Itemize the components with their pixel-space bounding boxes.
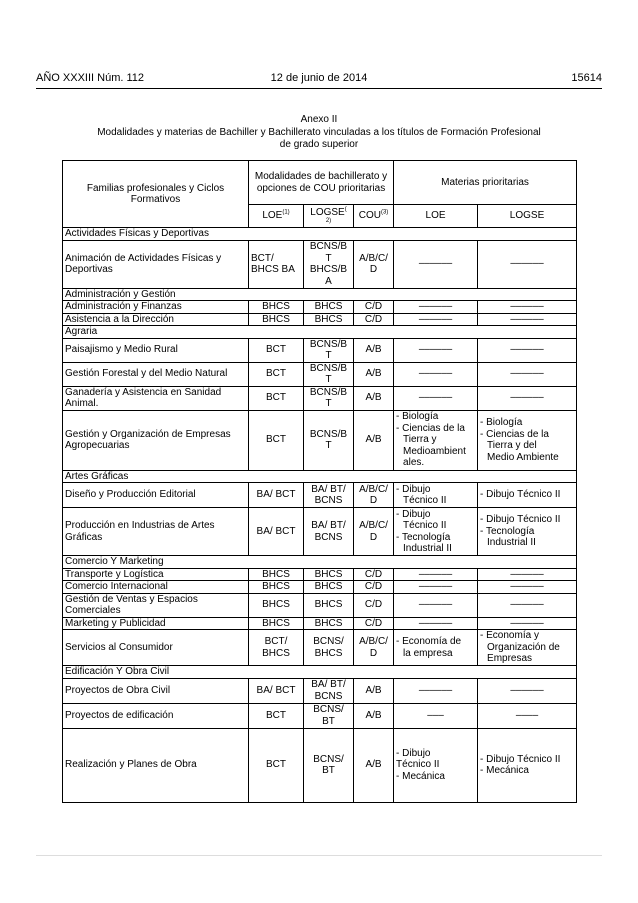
materias-logse: - Dibujo Técnico II - Mecánica bbox=[478, 728, 577, 802]
logse-value: BHCS bbox=[304, 593, 354, 617]
materias-logse: –––––– bbox=[478, 678, 577, 703]
materias-logse: –––––– bbox=[478, 386, 577, 410]
annex-subtitle-line1: Modalidades y materias de Bachiller y Bachillerato vinculadas a los títulos de Formación Profesional bbox=[97, 126, 541, 138]
loe-value: BA/ BCT bbox=[249, 483, 304, 508]
header-families: Familias profesionales y Ciclos Formativos bbox=[63, 161, 249, 228]
loe-value: BCT bbox=[249, 703, 304, 728]
materias-loe: –––––– bbox=[394, 338, 478, 362]
loe-value: BCT/ BHCS BA bbox=[249, 240, 304, 288]
loe-value: BA/ BCT bbox=[249, 678, 304, 703]
cycle-name: Gestión de Ventas y Espacios Comerciales bbox=[63, 593, 249, 617]
cou-value: A/B bbox=[354, 362, 394, 386]
materias-loe: –––––– bbox=[394, 362, 478, 386]
cycle-name: Diseño y Producción Editorial bbox=[63, 483, 249, 508]
materias-logse: –––––– bbox=[478, 313, 577, 326]
materias-loe: –––––– bbox=[394, 678, 478, 703]
materias-logse: –––––– bbox=[478, 581, 577, 594]
materias-loe: - Dibujo Técnico II - Mecánica bbox=[394, 728, 478, 802]
loe-value: BHCS bbox=[249, 301, 304, 314]
cou-value: C/D bbox=[354, 617, 394, 630]
document-title bbox=[60, 114, 578, 152]
section-row bbox=[63, 666, 577, 679]
materias-logse: –––––– bbox=[478, 617, 577, 630]
page-number: 15614 bbox=[571, 72, 602, 84]
cou-value: A/B bbox=[354, 703, 394, 728]
table-row bbox=[63, 313, 577, 326]
loe-value: BCT bbox=[249, 338, 304, 362]
cycle-name: Comercio Internacional bbox=[63, 581, 249, 594]
table-row bbox=[63, 410, 577, 470]
table-row bbox=[63, 483, 577, 508]
cou-value: A/B/C/ D bbox=[354, 630, 394, 666]
cycle-name: Proyectos de edificación bbox=[63, 703, 249, 728]
header-modalidades: Modalidades de bachillerato y opciones de COU prioritarias bbox=[249, 161, 394, 205]
cycle-name: Gestión y Organización de Empresas Agropecuarias bbox=[63, 410, 249, 470]
cou-value: A/B bbox=[354, 678, 394, 703]
loe-value: BCT bbox=[249, 410, 304, 470]
table-row bbox=[63, 703, 577, 728]
table-row bbox=[63, 593, 577, 617]
loe-value: BCT bbox=[249, 728, 304, 802]
materias-logse: –––––– bbox=[478, 568, 577, 581]
materias-logse: –––––– bbox=[478, 593, 577, 617]
subheader-materias-logse: LOGSE bbox=[478, 205, 577, 228]
cycle-name: Animación de Actividades Físicas y Deportivas bbox=[63, 240, 249, 288]
section-row bbox=[63, 228, 577, 241]
materias-loe: –––––– bbox=[394, 313, 478, 326]
section-row bbox=[63, 556, 577, 569]
materias-loe: –––––– bbox=[394, 617, 478, 630]
header-materias: Materias prioritarias bbox=[394, 161, 577, 205]
table-row bbox=[63, 386, 577, 410]
header-row bbox=[63, 161, 577, 205]
cou-value: A/B bbox=[354, 338, 394, 362]
section-artes: Artes Gráficas bbox=[63, 470, 577, 483]
subheader-loe: LOE$^{(1)}$ bbox=[249, 205, 304, 228]
cou-value: A/B/C/ D bbox=[354, 508, 394, 556]
materias-logse: –––––– bbox=[478, 362, 577, 386]
materias-loe: ––– bbox=[394, 703, 478, 728]
cou-value: C/D bbox=[354, 301, 394, 314]
loe-value: BCT bbox=[249, 362, 304, 386]
table-row bbox=[63, 240, 577, 288]
materias-loe: - Economía de la empresa bbox=[394, 630, 478, 666]
table-row bbox=[63, 362, 577, 386]
subheader-logse: LOGSE( 2) bbox=[304, 205, 354, 228]
cycle-name: Servicios al Consumidor bbox=[63, 630, 249, 666]
logse-value: BCNS/B T bbox=[304, 338, 354, 362]
cycle-name: Realización y Planes de Obra bbox=[63, 728, 249, 802]
table-row bbox=[63, 728, 577, 802]
materias-logse: - Economía y Organización de Empresas bbox=[478, 630, 577, 666]
materias-logse: –––––– bbox=[478, 240, 577, 288]
cou-value: A/B/C/ D bbox=[354, 483, 394, 508]
table-row bbox=[63, 617, 577, 630]
cou-value: C/D bbox=[354, 593, 394, 617]
cycle-name: Proyectos de Obra Civil bbox=[63, 678, 249, 703]
page-header bbox=[36, 72, 602, 89]
section-afd: Actividades Físicas y Deportivas bbox=[63, 228, 577, 241]
logse-value: BCNS/B T BHCS/B A bbox=[304, 240, 354, 288]
cou-value: A/B/C/ D bbox=[354, 240, 394, 288]
loe-value: BHCS bbox=[249, 581, 304, 594]
logse-value: BCNS/ BHCS bbox=[304, 630, 354, 666]
section-ag: Administración y Gestión bbox=[63, 288, 577, 301]
loe-value: BHCS bbox=[249, 593, 304, 617]
logse-value: BCNS/B T bbox=[304, 362, 354, 386]
issue-date: 12 de junio de 2014 bbox=[270, 72, 368, 84]
section-row bbox=[63, 326, 577, 339]
table-row bbox=[63, 508, 577, 556]
subheader-materias-loe: LOE bbox=[394, 205, 478, 228]
materias-loe: –––––– bbox=[394, 386, 478, 410]
cycle-name: Administración y Finanzas bbox=[63, 301, 249, 314]
loe-value: BHCS bbox=[249, 568, 304, 581]
cycle-name: Transporte y Logística bbox=[63, 568, 249, 581]
logse-value: BCNS/B T bbox=[304, 386, 354, 410]
logse-value: BCNS/B T bbox=[304, 410, 354, 470]
cycle-name: Gestión Forestal y del Medio Natural bbox=[63, 362, 249, 386]
materias-loe: - Dibujo Técnico II - Tecnología Industrial II bbox=[394, 508, 478, 556]
table-row bbox=[63, 581, 577, 594]
modalities-table bbox=[62, 160, 577, 803]
loe-value: BCT/ BHCS bbox=[249, 630, 304, 666]
cycle-name: Paisajismo y Medio Rural bbox=[63, 338, 249, 362]
cou-value: A/B bbox=[354, 386, 394, 410]
table-row bbox=[63, 568, 577, 581]
materias-logse: –––––– bbox=[478, 301, 577, 314]
table-row bbox=[63, 338, 577, 362]
materias-loe: –––––– bbox=[394, 301, 478, 314]
cou-value: A/B bbox=[354, 728, 394, 802]
footer-divider bbox=[36, 855, 602, 856]
logse-value: BA/ BT/ BCNS bbox=[304, 678, 354, 703]
cycle-name: Ganadería y Asistencia en Sanidad Animal. bbox=[63, 386, 249, 410]
logse-value: BHCS bbox=[304, 581, 354, 594]
logse-value: BCNS/ BT bbox=[304, 703, 354, 728]
cycle-name: Asistencia a la Dirección bbox=[63, 313, 249, 326]
materias-logse: - Dibujo Técnico II - Tecnología Industrial II bbox=[478, 508, 577, 556]
logse-value: BHCS bbox=[304, 617, 354, 630]
logse-value: BA/ BT/ BCNS bbox=[304, 508, 354, 556]
cou-value: C/D bbox=[354, 313, 394, 326]
cycle-name: Marketing y Publicidad bbox=[63, 617, 249, 630]
logse-value: BHCS bbox=[304, 313, 354, 326]
annex-subtitle-line2: de grado superior bbox=[279, 139, 359, 150]
logse-value: BA/ BT/ BCNS bbox=[304, 483, 354, 508]
loe-value: BHCS bbox=[249, 617, 304, 630]
cou-value: A/B bbox=[354, 410, 394, 470]
logse-value: BCNS/ BT bbox=[304, 728, 354, 802]
section-row bbox=[63, 470, 577, 483]
loe-value: BA/ BCT bbox=[249, 508, 304, 556]
cou-value: C/D bbox=[354, 581, 394, 594]
subheader-cou: COU$^{(3)}$ bbox=[354, 205, 394, 228]
table-row bbox=[63, 630, 577, 666]
materias-logse: –––––– bbox=[478, 338, 577, 362]
materias-logse: - Dibujo Técnico II bbox=[478, 483, 577, 508]
materias-loe: –––––– bbox=[394, 593, 478, 617]
section-agraria: Agraria bbox=[63, 326, 577, 339]
logse-value: BHCS bbox=[304, 301, 354, 314]
logse-value: BHCS bbox=[304, 568, 354, 581]
annex-title: Anexo II bbox=[300, 114, 338, 125]
materias-loe: - Dibujo Técnico II bbox=[394, 483, 478, 508]
table-row bbox=[63, 678, 577, 703]
materias-loe: –––––– bbox=[394, 568, 478, 581]
materias-loe: –––––– bbox=[394, 240, 478, 288]
cycle-name: Producción en Industrias de Artes Gráficas bbox=[63, 508, 249, 556]
section-edificacion: Edificación Y Obra Civil bbox=[63, 666, 577, 679]
materias-logse: –––– bbox=[478, 703, 577, 728]
section-comercio: Comercio Y Marketing bbox=[63, 556, 577, 569]
loe-value: BCT bbox=[249, 386, 304, 410]
table-row bbox=[63, 301, 577, 314]
materias-loe: –––––– bbox=[394, 581, 478, 594]
issue-number: AÑO XXXIII Núm. 112 bbox=[36, 72, 145, 84]
cou-value: C/D bbox=[354, 568, 394, 581]
section-row bbox=[63, 288, 577, 301]
loe-value: BHCS bbox=[249, 313, 304, 326]
materias-loe: - Biología - Ciencias de la Tierra y Medioambient ales. bbox=[394, 410, 478, 470]
materias-logse: - Biología - Ciencias de la Tierra y del Medio Ambiente bbox=[478, 410, 577, 470]
